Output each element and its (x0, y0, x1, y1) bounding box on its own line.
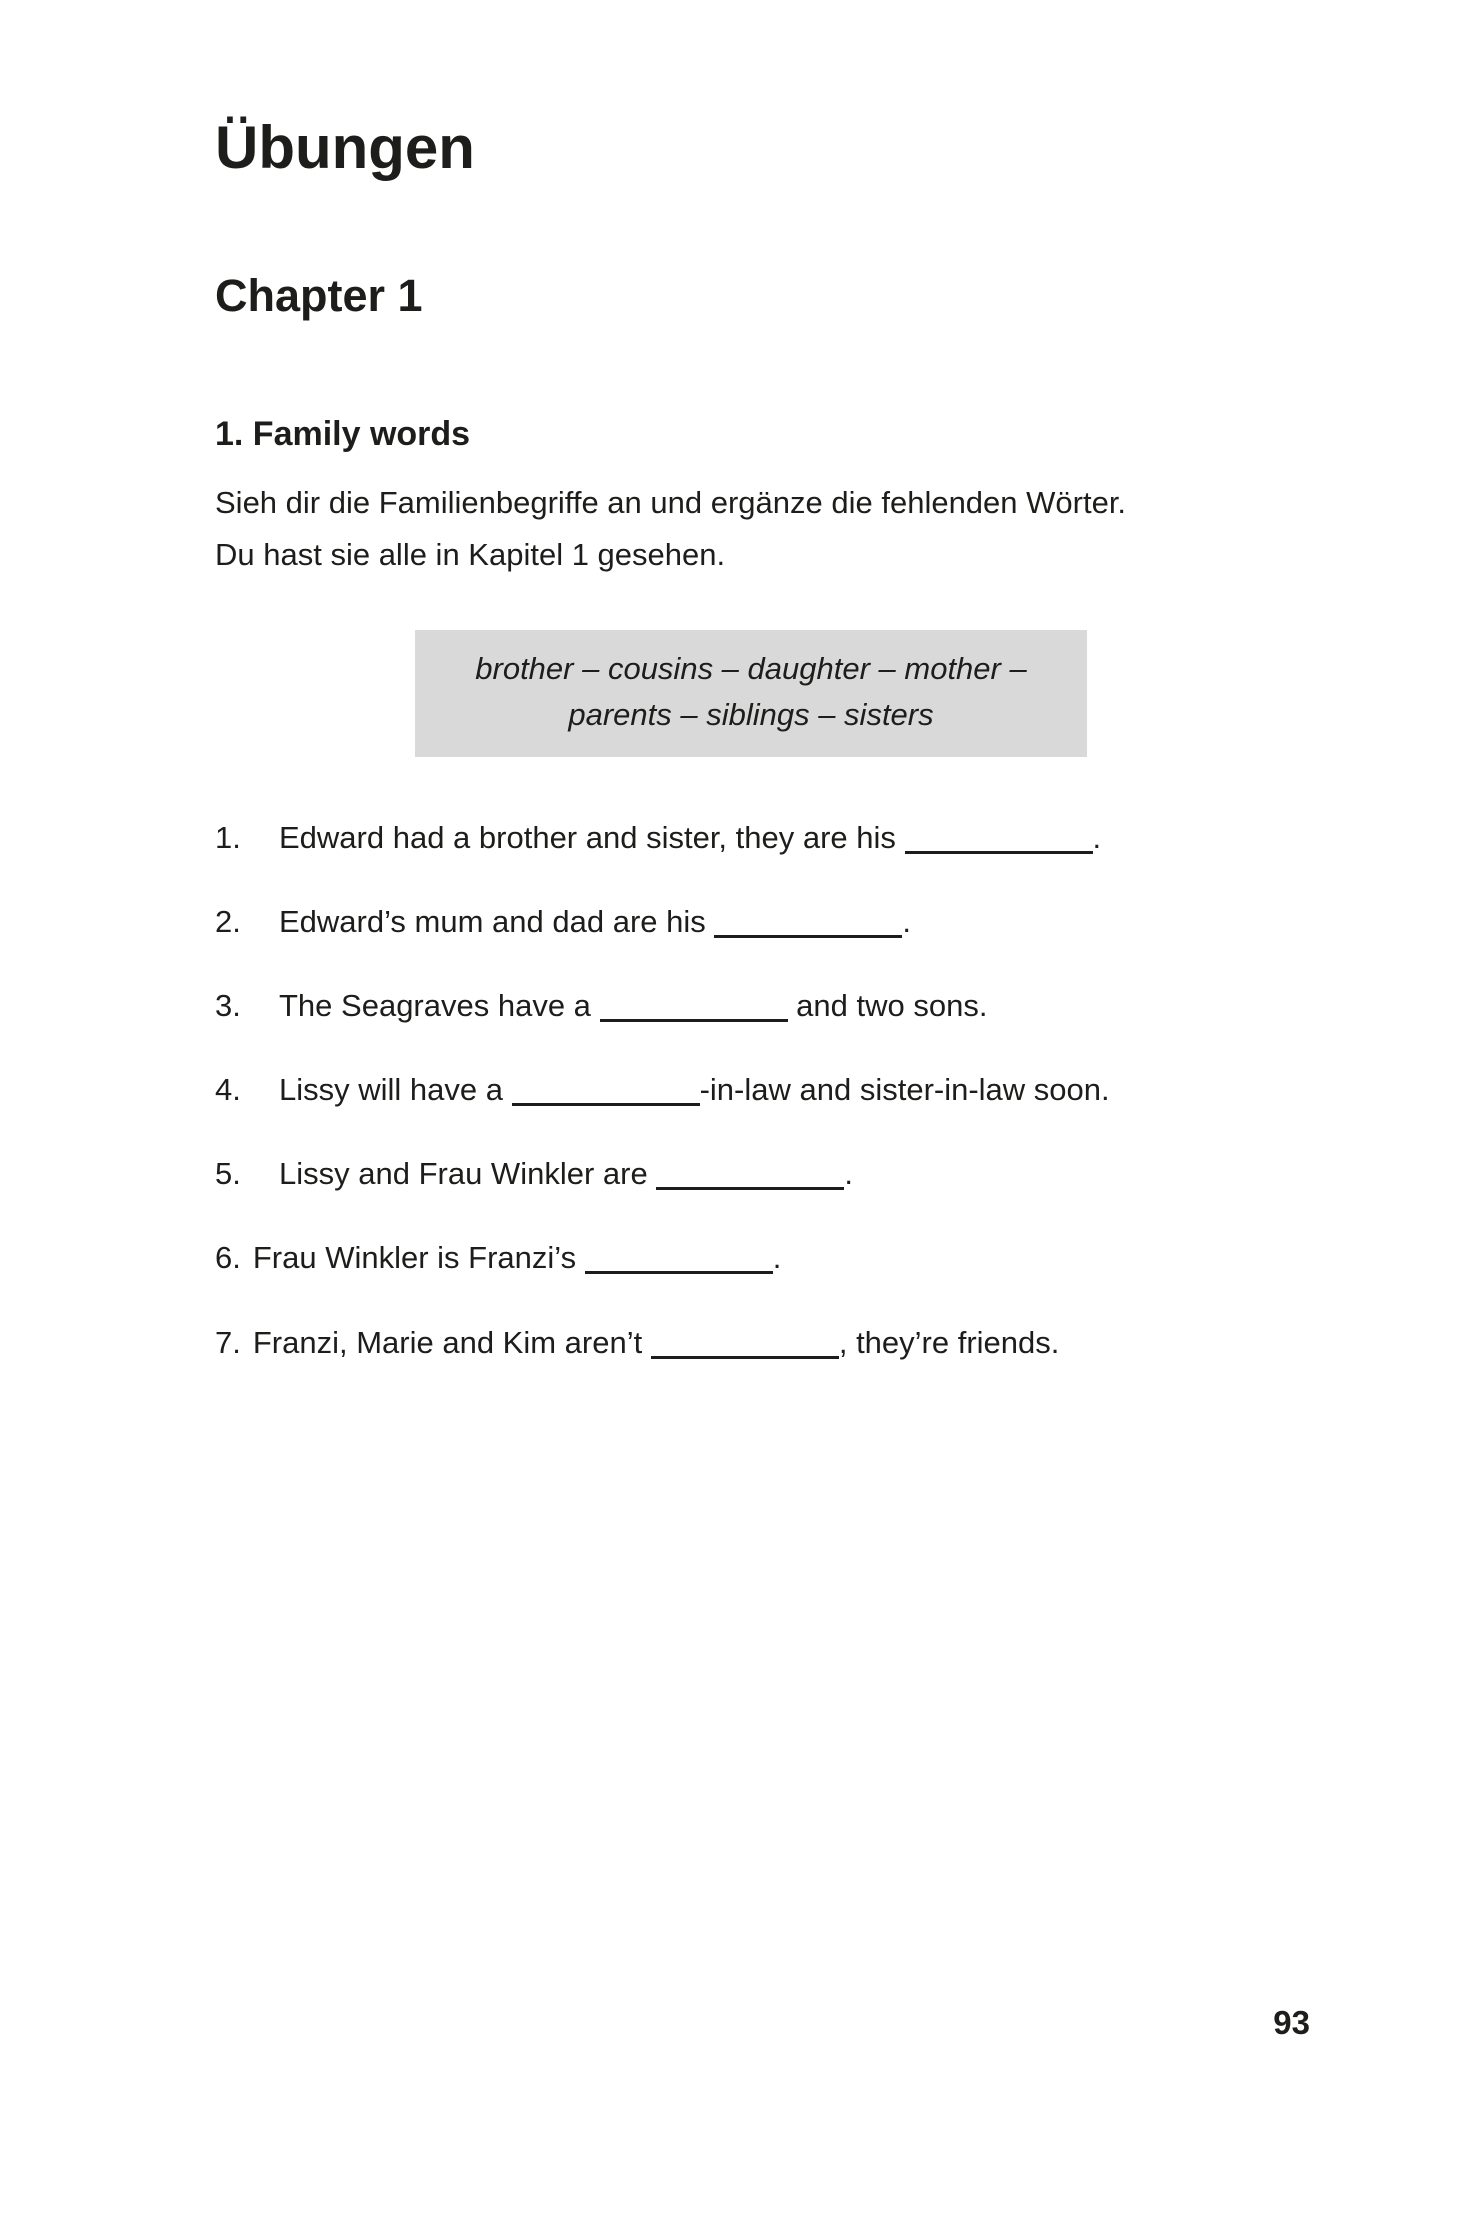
answer-blank (714, 935, 902, 938)
exercise-list (215, 819, 1287, 1361)
item-text-after: , they’re friends. (838, 1324, 1060, 1360)
item-text-after: . (844, 1156, 853, 1192)
answer-blank (651, 1356, 839, 1359)
exercise-item-2 (215, 903, 1287, 940)
exercise-item-3 (215, 987, 1287, 1024)
item-text-after: -in-law and sister-in-law soon. (699, 1072, 1110, 1108)
exercise-instructions (215, 477, 1287, 581)
item-number: 5. (215, 1156, 241, 1192)
exercise-item-6 (215, 1239, 1287, 1276)
exercise-item-1 (215, 819, 1287, 856)
instructions-line-2: Du hast sie alle in Kapitel 1 gesehen. (215, 537, 726, 573)
item-number: 7. (215, 1324, 241, 1360)
answer-blank (600, 1019, 788, 1022)
item-text-before: Frau Winkler is Franzi’s (252, 1240, 585, 1276)
answer-blank (656, 1187, 844, 1190)
chapter-heading: Chapter 1 (215, 270, 423, 321)
word-box (415, 630, 1086, 757)
item-text-before: Lissy and Frau Winkler are (279, 1156, 657, 1192)
item-number: 2. (215, 903, 241, 939)
item-number: 1. (215, 819, 241, 855)
item-text-before: Edward’s mum and dad are his (279, 903, 715, 939)
exercise-item-5 (215, 1155, 1287, 1192)
section-heading: 1. Family words (215, 415, 471, 453)
instructions-line-1: Sieh dir die Familienbegriffe an und ergänze die fehlenden Wörter. (215, 485, 1127, 521)
exercise-item-4 (215, 1071, 1287, 1108)
exercise-item-7 (215, 1324, 1287, 1361)
answer-blank (512, 1103, 700, 1106)
page-title: Übungen (215, 114, 475, 181)
answer-blank (905, 851, 1093, 854)
item-text-after: . (772, 1240, 782, 1276)
item-number: 6. (215, 1240, 241, 1276)
item-text-before: Edward had a brother and sister, they are his (279, 819, 905, 855)
item-text-before: Franzi, Marie and Kim aren’t (252, 1324, 651, 1360)
word-box-line-1: brother – cousins – daughter – mother – (475, 650, 1027, 686)
page-number: 93 (1273, 2004, 1310, 2041)
item-text-after: and two sons. (787, 987, 988, 1023)
word-box-line-2: parents – siblings – sisters (568, 697, 934, 733)
item-text-before: Lissy will have a (279, 1072, 512, 1108)
item-text-after: . (902, 903, 912, 939)
answer-blank (585, 1271, 773, 1274)
item-number: 3. (215, 987, 241, 1023)
item-text-before: The Seagraves have a (279, 987, 600, 1023)
item-text-after: . (1092, 819, 1102, 855)
item-number: 4. (215, 1072, 241, 1108)
